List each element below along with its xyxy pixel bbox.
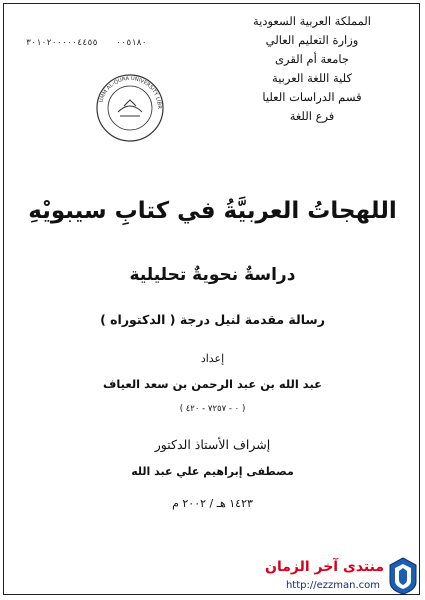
author-number: ( ٠ - ٧٢٥٧ - ٤٢٠ ) [179, 404, 246, 414]
institution-line: قسم الدراسات العليا [262, 90, 362, 104]
supervision-label: إشراف الأستاذ الدكتور [154, 437, 271, 452]
book-title: اللهجاتُ العربيَّةُ في كتابِ سيبويْهِ [28, 198, 397, 224]
institution-line: وزارة التعليم العالي [265, 33, 359, 47]
publication-year: ١٤٢٣ هـ / ٢٠٠٢ م [172, 497, 253, 510]
barcode-number: ٣٠١٠٢٠٠٠٠٠٤٤٥٥ [26, 38, 98, 48]
watermark-url: http://ezzman.com [285, 580, 380, 591]
thesis-statement: رسالة مقدمة لنيل درجة ( الدكتوراه ) [100, 312, 325, 327]
prepared-by-label: إعداد [200, 352, 225, 365]
institution-line: جامعة أم القرى [275, 52, 349, 66]
institution-line: كلية اللغة العربية [272, 71, 352, 85]
forum-watermark [235, 556, 420, 596]
institution-line: فرع اللغة [289, 109, 335, 123]
book-subtitle: دراسةٌ نحويةٌ تحليلية [129, 265, 296, 285]
seal-text: UMM AL-QURA UNIVERSITY LIBR [98, 75, 163, 109]
university-seal-icon [94, 72, 166, 144]
accession-number: ٠٠٥١٨٠ [116, 38, 147, 48]
supervisor-name: مصطفى إبراهيم علي عبد الله [131, 465, 294, 478]
institution-line: المملكة العربية السعودية [253, 14, 371, 28]
author-name: عبد الله بن عبد الرحمن بن سعد العياف [103, 377, 322, 391]
watermark-name: منتدى آخر الزمان [265, 559, 384, 575]
forum-logo-icon [388, 556, 418, 596]
institution-header [217, 12, 407, 126]
